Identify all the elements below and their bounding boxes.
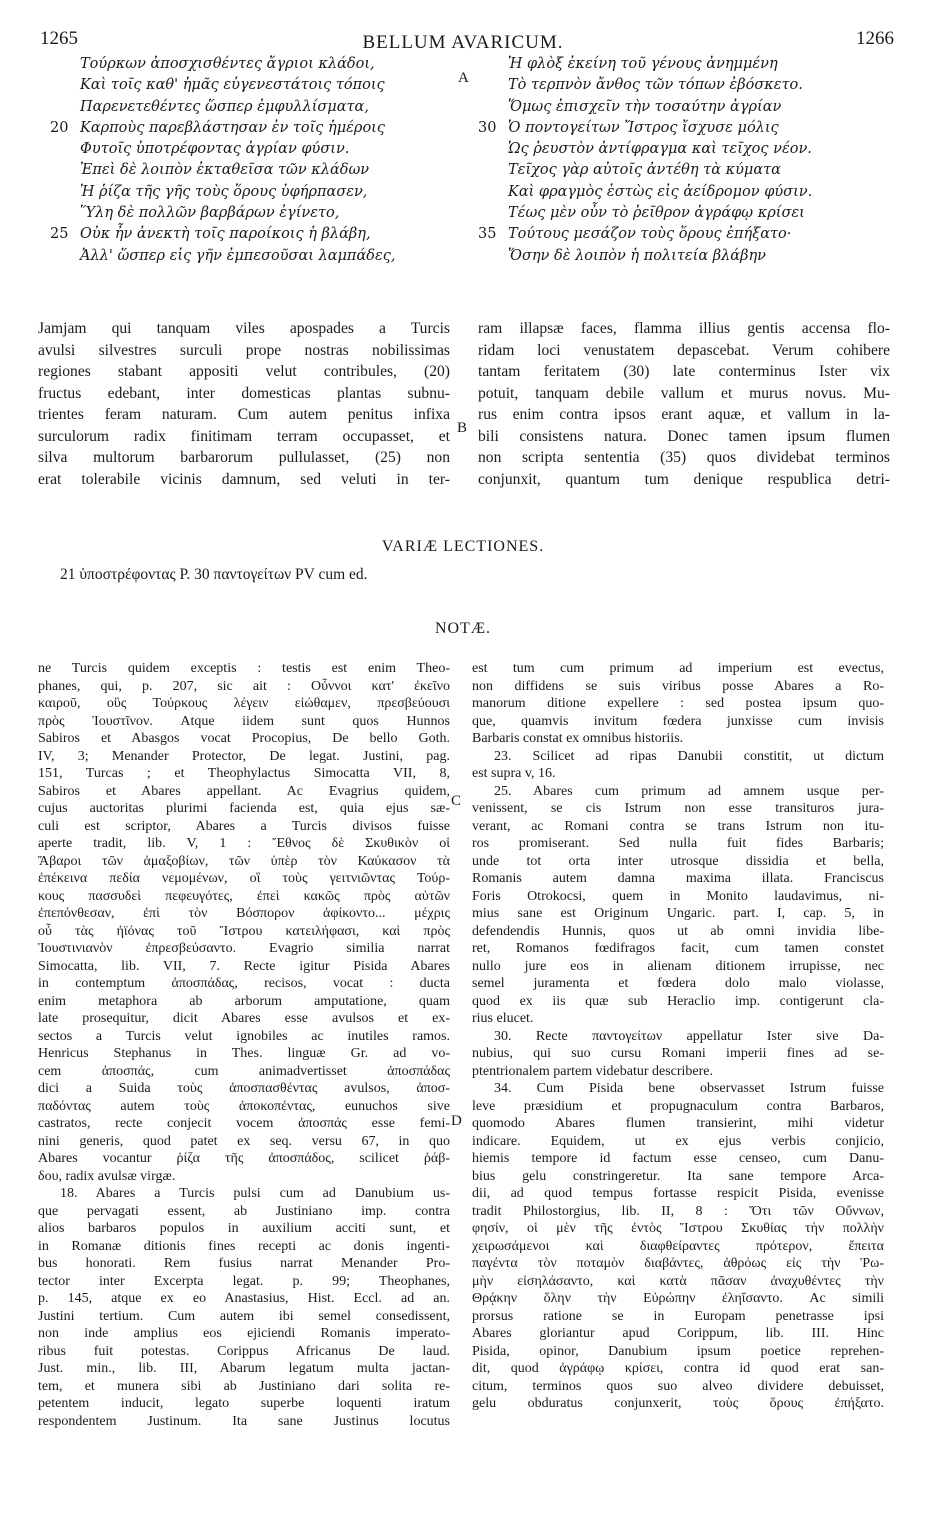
note-line: leve præsidium et propugnaculum contra Barbaros, <box>472 1098 884 1114</box>
note-line: ros promiserant. Sed nulla fuit fides Barbaris; <box>472 836 884 851</box>
note-line: ribus fuit potestas. Corippus Africanus De laud. <box>38 1343 450 1359</box>
latin-line: erat tolerabile vicinis damnum, sed veluti in ter- <box>38 470 450 488</box>
verse-line <box>50 118 480 139</box>
note-line: παδόντας autem τοὺς ἀποκοπέντας, eunuchos sive <box>38 1098 450 1114</box>
note-line: nubius, qui suo cursu Romani imperii fines ad se- <box>472 1046 884 1061</box>
verse-text: Ἡ ῥίζα τῆς γῆς τοὺς ὅρους ὑφήρπασεν, <box>80 183 368 200</box>
verse-line <box>478 224 908 245</box>
note-line: δου, radix avulsæ virgæ. <box>38 1168 176 1184</box>
verse-line <box>508 54 908 75</box>
note-line: non diffidens se suis viribus posse Abares a Ro- <box>472 678 884 694</box>
note-line: Simocatta, lib. VII, 7. Recte igitur Pisida Abares <box>38 958 450 974</box>
note-line: verant, ac Romani contra se trans Istrum non itu- <box>472 818 884 834</box>
verse-text: Οὐκ ἦν ἀνεκτὴ τοῖς παροίκοις ἡ βλάβη, <box>80 226 371 243</box>
verse-line <box>508 182 908 203</box>
latin-line: ram illapsæ faces, flamma illius gentis accensa flo- <box>478 320 890 337</box>
note-line: enim metaphora ab arborum amputatione, quam <box>38 993 450 1009</box>
note-line: bus honorati. Rem fusius narrat Menander Pro- <box>38 1256 450 1271</box>
verse-line <box>80 139 480 160</box>
note-line: Θρᾴκην ὅλην τὴν Εὐρώπην ἐληΐσαντο. Ac simili <box>472 1291 884 1306</box>
verse-line <box>80 182 480 203</box>
latin-translation-left <box>38 318 450 490</box>
verse-line <box>478 118 908 139</box>
note-line: tector inter Excerpta legat. p. 99; Theophanes, <box>38 1273 450 1289</box>
verse-line <box>50 224 480 245</box>
verse-text: Τούρκων ἀποσχισθέντες ἄγριοι κλάδοι, <box>80 56 375 72</box>
note-line: gelu obduratus conjunxerit, τοὺς ὅρους ἐπήξατο. <box>472 1396 884 1411</box>
latin-line: silva multorum barbarorum pullulasset, (25) non <box>38 449 450 466</box>
verse-line <box>80 160 480 181</box>
verse-text: Ἐπεὶ δὲ λοιπὸν ἐκταθεῖσα τῶν κλάδων <box>80 162 370 179</box>
latin-line: fructus edebant, inter domesticas plantas subnu- <box>38 384 450 402</box>
verse-text: Καὶ φραγμὸς ἑστὼς εἰς ἀείδρομον φύσιν. <box>508 183 813 200</box>
note-line: 30. Recte παντογείτων appellatur Ister sive Da- <box>494 1028 884 1044</box>
note-line: alios barbaros populos in auxilium acciti sunt, et <box>38 1221 450 1236</box>
note-line: IV, 3; Menander Protector, De legat. Justini, pag. <box>38 748 450 764</box>
note-line: cujus auctoritas plurimi facienda est, quia ejus sæ- <box>38 801 450 816</box>
note-line: Sabiros et Abasgos vocat Procopius, De bello Goth. <box>38 731 450 746</box>
note-line: ἐπεπόνθεσαν, ἐπὶ τὸν Βόσπορον ἀφίκοντο... μέχρις <box>38 906 450 921</box>
note-line: non inde amplius eos ejiciendi Romanis imperato- <box>38 1326 450 1341</box>
verse-line <box>80 97 480 118</box>
verse-line <box>508 75 908 96</box>
note-line: respondentem Justinum. Ita sane Justinus locutus <box>38 1413 450 1429</box>
verse-text: Καὶ τοῖς καθ' ἡμᾶς εὐγενεστάτοις τόποις <box>80 77 385 94</box>
verse-text: Παρενετεθέντες ὥσπερ ἐμφυλλίσματα, <box>80 98 369 115</box>
note-line: dici a Suida τοὺς ἀποσπασθέντας avulsos, ἀποσ- <box>38 1081 450 1096</box>
margin-letter-a: A <box>458 70 469 86</box>
margin-letter-b: B <box>457 420 468 436</box>
latin-translation-right <box>478 318 890 490</box>
note-line: Just. min., lib. III, Abarum legatum multa jactan- <box>38 1361 450 1376</box>
note-line: 18. Abares a Turcis pulsi cum ad Danubium us- <box>60 1186 450 1201</box>
verse-text: Τὸ τερπνὸν ἄνθος τῶν τόπων ἐβόσκετο. <box>508 77 803 94</box>
note-line: culi est scriptor, Abares a Turcis divisos fuisse <box>38 818 450 834</box>
verse-text: Τεῖχος γὰρ αὐτοῖς ἀντέθη τὰ κύματα <box>508 162 781 179</box>
note-line: late prosequitur, dicit Abares esse avulsos et ex- <box>38 1011 450 1026</box>
line-number: 30 <box>478 119 497 136</box>
running-title: BELLUM AVARICUM. <box>362 32 564 53</box>
note-line: cem ἀποσπάς, cum animadvertisset ἀποσπάδας <box>38 1063 450 1079</box>
note-line: defendendis Hunnis, quos ut ab omni invidia libe- <box>472 923 884 939</box>
note-line: ret, Romanos fœdifragos facit, cum tamen constet <box>472 941 884 956</box>
verse-text: Ὕλη δὲ πολλῶν βαρβάρων ἐγίνετο, <box>80 205 340 222</box>
verse-text: Ὅσην δὲ λοιπὸν ἡ πολιτεία βλάβην <box>508 247 766 264</box>
note-line: Abares gloriantur apud Corippum, lib. III. Hinc <box>472 1326 884 1341</box>
note-line: rius elucet. <box>472 1011 534 1026</box>
note-line: Ἰουστινιανὸν ἐπρεσβεύσαντο. Evagrio similia narrat <box>38 941 450 956</box>
note-line: Foris Otrokocsi, quem in Monito laudavimus, ni- <box>472 888 884 904</box>
variae-lectiones-heading: VARIÆ LECTIONES. <box>381 538 545 555</box>
verse-line <box>80 246 480 267</box>
verse-text: Ὡς ῥευστὸν ἀντίφραγμα καὶ τεῖχος νέον. <box>508 141 812 158</box>
verse-text: Καρποὺς παρεβλάστησαν ἐν τοῖς ἡμέροις <box>80 119 385 136</box>
note-line: 25. Abares cum primum ad amnem usque per- <box>494 783 884 799</box>
note-line: οὗ τὰς ἠϊόνας τοῦ Ἴστρου κατειλήφασι, καὶ πρὸς <box>38 923 450 939</box>
latin-line: conjunxit, quantum tum denique respublica detri- <box>478 470 890 488</box>
note-line: 23. Scilicet ad ripas Danubii constitit, ut dictum <box>494 748 884 764</box>
note-line: semel juramenta et fœdera dolo malo violasse, <box>472 976 884 991</box>
verse-line <box>508 246 908 267</box>
note-line: in Romanæ ditionis fines recepti ac donis ingenti- <box>38 1238 450 1254</box>
note-line: μὴν εἰσηλάσαντο, καὶ κατὰ πᾶσαν ἀναχυθέντες τὴν <box>472 1273 884 1289</box>
note-line: tradit Philostorgius, lib. II, 8 : Ὅτι τῶν Οὔννων, <box>472 1203 884 1219</box>
latin-line: regiones stabant appositi velut contribules, (20) <box>38 363 450 380</box>
latin-line: avulsi silvestres surculi prope nostras nobilissimas <box>38 341 450 359</box>
notes-column-right <box>472 660 884 1413</box>
verse-line <box>508 203 908 224</box>
variae-lectiones-text: 21 ὑποστρέφοντας P. 30 παντογείτων PV cum ed. <box>60 566 368 583</box>
verse-line <box>508 97 908 118</box>
line-number: 25 <box>50 226 69 243</box>
note-line: Barbaris constat ex omnibus historiis. <box>472 731 684 746</box>
note-line: que pervagati essent, ab Justiniano imp. contra <box>38 1203 450 1219</box>
note-line: phanes, qui, p. 207, sic ait : Οὖννοι κατ' ἐκεῖνο <box>38 678 450 694</box>
latin-line: tantam feritatem (30) late conterminus Ister vix <box>478 363 890 380</box>
note-line: hiemis tempore id factum esse censeo, cum Danu- <box>472 1151 884 1166</box>
note-line: indicare. Equidem, ut ex ejus verbis conjicio, <box>472 1133 884 1149</box>
note-line: bius gelu constringeretur. Ita sane tempore Arca- <box>472 1168 884 1184</box>
note-line: est tum cum primum ad imperium est evectus, <box>472 661 884 676</box>
note-line: Romanis autem damna maxima illata. Franciscus <box>472 871 884 886</box>
note-line: χειρωσάμενοι καὶ διαφθείραντες πρότερον, ἔπειτα <box>472 1238 884 1254</box>
verse-text: Ὁ ποντογείτων Ἴστρος ἴσχυσε μόλις <box>508 119 779 136</box>
note-line: unde tot orta inter utrosque dissidia et bella, <box>472 853 884 869</box>
note-line: Justini tertium. Cum autem ibi semel consedissent, <box>38 1308 450 1324</box>
note-line: Abares vocantur ῥίζα τῆς ἀποσπάδος, scilicet ῥάβ- <box>38 1151 450 1166</box>
note-line: dii, ad quod tempus fortasse respicit Pisida, evenisse <box>472 1186 884 1201</box>
note-line: petentem inducit, legato superbe loquenti iratum <box>38 1396 450 1411</box>
latin-line: rus enim contra ipsos erant aquæ, et vallum in la- <box>478 406 890 423</box>
note-line: παγέντα τὸν ποταμὸν διαβάντες, ἀθρόως εἰς τὴν Ῥω- <box>472 1256 884 1271</box>
note-line: tem, et munera sibi ab Justiniano dari solita re- <box>38 1378 450 1394</box>
verse-line <box>80 203 480 224</box>
greek-verse-right <box>478 54 908 267</box>
note-line: Pisida, opinor, Danubium ipsum poetice reprehen- <box>472 1343 884 1359</box>
latin-line: ridam loci venustatem depascebat. Verum cohibere <box>478 341 890 359</box>
note-line: κους πασσυδεὶ πεφευγότες, ἐπεὶ κακῶς πρὸς αὐτῶν <box>38 888 450 904</box>
note-line: καιροῦ, οὓς Τούρκους λέγειν εἰώθαμεν, πρεσβεύουσι <box>38 696 450 711</box>
latin-line: surculorum radix finitimam terram occupasset, et <box>38 427 450 445</box>
verse-line <box>80 75 480 96</box>
note-line: mius sane est Originum Ungaric. part. I, cap. 5, in <box>472 906 884 921</box>
page-number-right: 1266 <box>856 28 894 49</box>
verse-text: Ἀλλ' ὥσπερ εἰς γῆν ἐμπεσοῦσαι λαμπάδες, <box>80 247 396 264</box>
note-line: Henricus Stephanus in Thes. linguæ Gr. ad vo- <box>38 1046 450 1061</box>
line-number: 20 <box>50 119 69 136</box>
latin-line: trientes feram naturam. Cum autem penitus infixa <box>38 406 450 423</box>
note-line: πρὸς Ἰουστῖνον. Atque iidem sunt quos Hunnos <box>38 713 450 729</box>
line-number: 35 <box>478 226 497 243</box>
note-line: quod ex iis quæ sub Heraclio imp. contigerunt cla- <box>472 993 884 1009</box>
verse-text: Ἡ φλὸξ ἐκείνη τοῦ γένους ἀνημμένη <box>508 56 778 72</box>
greek-verse-left <box>50 54 480 267</box>
note-line: prorsus ratione se in Europam penetrasse ipsi <box>472 1308 884 1324</box>
note-line: est supra v, 16. <box>472 766 556 781</box>
latin-line: bili consistens natura. Donec tamen ipsum flumen <box>478 427 890 445</box>
note-line: ptentrionalem partem videbatur describere. <box>472 1063 714 1079</box>
latin-line: Jamjam qui tanquam viles apospades a Turcis <box>38 320 450 337</box>
note-line: p. 145, atque ex eo Anastasius, Hist. Eccl. ad an. <box>38 1291 450 1306</box>
latin-line: potuit, tanquam debile vallum et murus novus. Mu- <box>478 384 890 402</box>
note-line: nini generis, quod patet ex seq. versu 67, in quo <box>38 1133 450 1149</box>
verse-text: Φυτοῖς ὑποτρέφοντας ἀγρίαν φύσιν. <box>80 141 350 158</box>
note-line: citum, terminos quos suo alveo dividere debuisset, <box>472 1378 884 1394</box>
note-line: sectos a Turcis velut ignobiles ac inutiles ramos. <box>38 1028 450 1044</box>
note-line: que, quamvis invitum fœdera junxisse cum invisis <box>472 713 884 729</box>
notes-column-left <box>38 660 450 1430</box>
margin-letter-d: D <box>451 1113 462 1129</box>
note-line: φησίν, οἱ μὲν τῆς ἐντὸς Ἴστρου Σκυθίας τὴν πολλὴν <box>472 1221 884 1236</box>
note-line: dit, quod ἀγράφῳ κρίσει, contra id quod erat san- <box>472 1361 884 1376</box>
verse-line <box>508 139 908 160</box>
note-line: castratos, recte conjecit vocem ἀποσπάς esse femi- <box>38 1116 450 1131</box>
margin-letter-c: C <box>451 793 462 809</box>
verse-text: Τούτους μεσάζον τοὺς ὅρους ἐπήξατο· <box>508 226 792 243</box>
latin-line: non scripta sententia (35) quos dividebat terminos <box>478 449 890 466</box>
note-line: nullo jure eos in alienam ditionem irrupisse, nec <box>472 958 884 974</box>
note-line: quomodo Abares flumen transierint, mihi videtur <box>472 1116 884 1131</box>
verse-line <box>80 54 480 75</box>
note-line: manorum ditione expellere : sed postea ipsum quo- <box>472 696 884 711</box>
note-line: venissent, se cis Istrum non esse transituros jura- <box>472 801 884 816</box>
verse-text: Ὅμως ἐπισχεῖν τὴν τοσαύτην ἀγρίαν <box>508 98 782 115</box>
note-line: 34. Cum Pisida bene observasset Istrum fuisse <box>494 1081 884 1096</box>
verse-text: Τέως μὲν οὖν τὸ ῥεῖθρον ἀγράφῳ κρίσει <box>508 205 805 222</box>
note-line: Sabiros et Abares appellant. Ac Evagrius quidem, <box>38 783 450 799</box>
note-line: Ἄβαροι τῶν ἁμαξοβίων, τῶν ὑπὲρ τὸν Καύκασον τὰ <box>38 853 450 869</box>
page-number-left: 1265 <box>40 28 78 49</box>
notae-heading: NOTÆ. <box>434 620 492 637</box>
note-line: in contemptum ἀποσπάδας, recisos, vocat : ducta <box>38 976 450 991</box>
note-line: aperte tradit, lib. V, 1 : Ἔθνος δὲ Σκυθικὸν οἱ <box>38 836 450 851</box>
note-line: ἐπέκεινα πεδία νεμομένων, οἳ τοὺς γειτνιῶντας Τούρ- <box>38 871 450 886</box>
note-line: 151, Turcas ; et Theophylactus Simocatta VII, 8, <box>38 766 450 781</box>
verse-line <box>508 160 908 181</box>
note-line: ne Turcis quidem exceptis : testis est enim Theo- <box>38 661 450 676</box>
